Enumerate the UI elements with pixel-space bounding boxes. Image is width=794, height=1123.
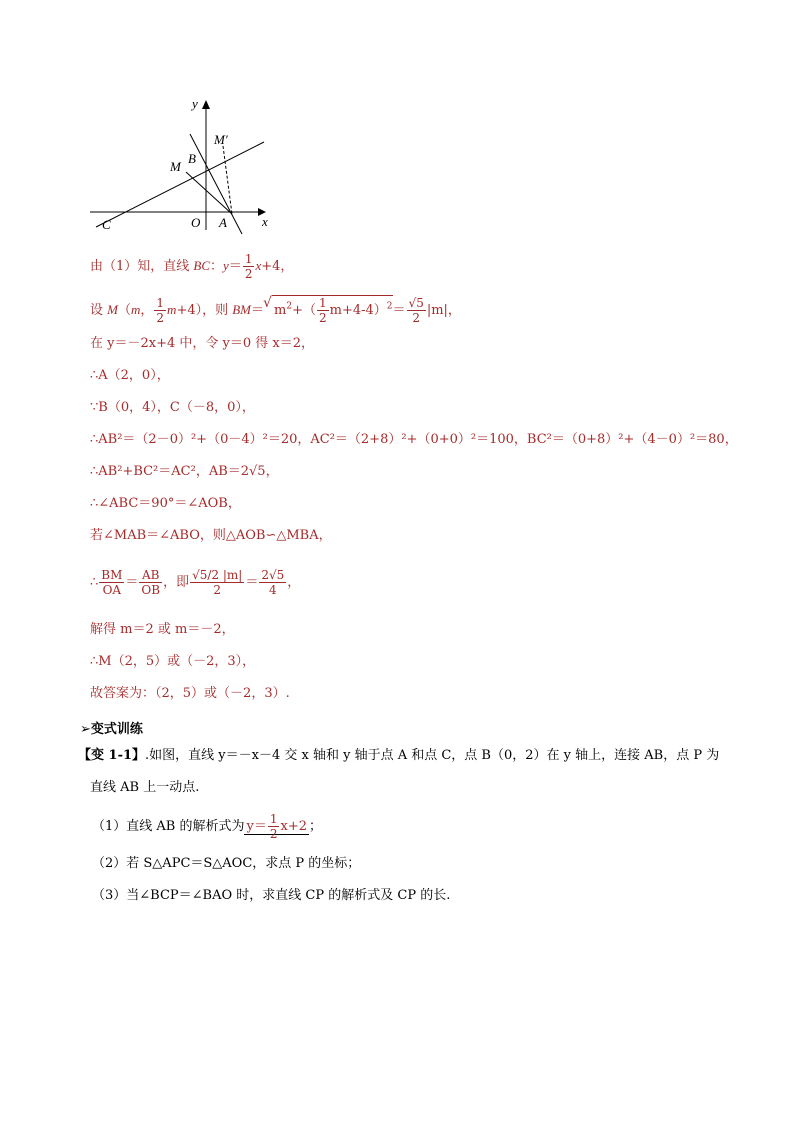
- y-axis-arrow: [202, 100, 210, 109]
- solution-line-4: ∴A（2，0），: [90, 368, 170, 383]
- question-part-1: [92, 812, 322, 841]
- question-line-2: 直线 AB 上一动点.: [90, 780, 200, 795]
- solution-line-2: [90, 295, 461, 325]
- fraction: [139, 568, 162, 597]
- fraction-den: OA: [102, 583, 122, 597]
- text: +4，: [261, 259, 294, 274]
- line-ma: [186, 172, 232, 214]
- fraction-num: 1: [319, 296, 327, 310]
- text: BM: [232, 302, 252, 317]
- text: y: [223, 258, 229, 273]
- label-b: B: [188, 151, 196, 166]
- fraction: [190, 568, 244, 597]
- fraction-den: 2: [213, 583, 222, 597]
- fraction: [317, 296, 329, 325]
- solution-line-12: ∴M（2，5）或（－2，3），: [90, 654, 256, 669]
- label-y: y: [192, 96, 198, 111]
- text: +（: [292, 303, 316, 318]
- text: ：: [210, 259, 224, 274]
- fraction-num: AB: [139, 568, 162, 583]
- text: y＝: [246, 819, 267, 834]
- text: ，: [287, 575, 301, 590]
- solution-line-8: ∴∠ABC＝90°＝∠AOB，: [90, 496, 241, 511]
- superscript: 2: [386, 301, 393, 312]
- text: （1）直线 AB 的解析式为: [92, 819, 245, 834]
- fraction-num: 1: [269, 812, 278, 826]
- solution-line-6: ∴AB²＝（2－0）²+（0－4）²＝20，AC²＝（2+8）²+（0+0）²＝100，BC²＝（0+8）²+（4－0）²＝80，: [90, 432, 738, 447]
- solution-line-7: ∴AB²+BC²＝AC²，AB＝2√5，: [90, 464, 279, 479]
- text: ，即: [163, 575, 190, 590]
- fraction: [268, 812, 280, 841]
- text: 由（1）知，直线: [90, 259, 194, 274]
- question-tag: 【变 1-1】: [78, 748, 146, 763]
- text: ＝: [125, 575, 139, 590]
- fraction-num: √5: [408, 296, 424, 310]
- solution-line-10: [90, 568, 300, 597]
- square-root: [272, 295, 393, 325]
- text: m: [274, 303, 287, 318]
- text: ＝: [245, 575, 259, 590]
- coordinate-diagram: [86, 92, 276, 242]
- label-x: x: [262, 214, 268, 229]
- solution-line-1: [90, 252, 293, 281]
- text: m: [167, 302, 177, 317]
- solution-line-9: 若∠MAB＝∠ABO，则△AOB∽△MBA，: [90, 528, 332, 543]
- fraction-num: BM: [101, 568, 123, 582]
- text: ＝: [392, 303, 406, 318]
- fraction: [154, 296, 166, 325]
- fraction: [99, 568, 124, 597]
- question-part-2: （2）若 S△APC＝S△AOC，求点 P 的坐标；: [92, 856, 361, 871]
- fraction: [259, 568, 286, 597]
- label-a: A: [219, 215, 227, 230]
- text: 设: [90, 303, 108, 318]
- line-bc: [96, 142, 264, 227]
- text: M: [107, 302, 118, 317]
- text: x: [255, 258, 262, 273]
- fraction: [243, 252, 255, 281]
- line-m-prime-a: [223, 146, 232, 214]
- label-m: M: [170, 159, 181, 174]
- fraction-den: 2: [269, 827, 278, 841]
- solution-line-11: 解得 m＝2 或 m＝－2，: [90, 622, 235, 637]
- answer-fill-in: [244, 812, 309, 841]
- fraction-den: 4: [268, 583, 277, 597]
- text: BC: [193, 258, 211, 273]
- label-m-prime: M′: [214, 132, 228, 147]
- text: ；: [308, 819, 322, 834]
- text: m: [131, 302, 141, 317]
- fraction-num: 1: [244, 252, 253, 266]
- question-part-3: （3）当∠BCP＝∠BAO 时，求直线 CP 的解析式及 CP 的长.: [92, 888, 451, 903]
- fraction-num: 1: [156, 296, 165, 310]
- label-c: C: [102, 217, 111, 232]
- coordinate-figure: [86, 92, 276, 242]
- text: |m|，: [426, 303, 461, 318]
- text: ∴: [90, 575, 99, 590]
- question-line-1: [78, 746, 719, 766]
- text: ，: [140, 303, 154, 318]
- superscript: 2: [286, 301, 293, 312]
- text: +4），则: [176, 303, 233, 318]
- text: x+2: [280, 819, 307, 834]
- fraction-den: OB: [141, 583, 161, 597]
- text: （: [117, 303, 131, 318]
- fraction-den: 2: [412, 311, 420, 325]
- fraction: [407, 296, 426, 325]
- text: m+4-4）: [329, 303, 387, 318]
- solution-line-5: ∵B（0，4），C（－8，0），: [90, 400, 255, 415]
- solution-line-13: 故答案为：（2，5）或（－2，3）.: [90, 686, 290, 701]
- section-title: ➢变式训练: [80, 722, 143, 737]
- fraction-den: 2: [319, 311, 327, 325]
- label-o: O: [191, 215, 201, 230]
- text: ＝: [251, 303, 265, 318]
- fraction-num: √5/2 |m|: [192, 568, 243, 582]
- text: ＝: [228, 259, 242, 274]
- fraction-den: 2: [244, 267, 253, 281]
- solution-line-3: 在 y＝－2x+4 中，令 y＝0 得 x＝2，: [90, 336, 314, 351]
- fraction-num: 2√5: [261, 568, 285, 582]
- text: .如图，直线 y＝－x－4 交 x 轴和 y 轴于点 A 和点 C，点 B（0，2）在 y 轴上，连接 AB，点 P 为: [145, 748, 720, 763]
- fraction-den: 2: [156, 311, 165, 325]
